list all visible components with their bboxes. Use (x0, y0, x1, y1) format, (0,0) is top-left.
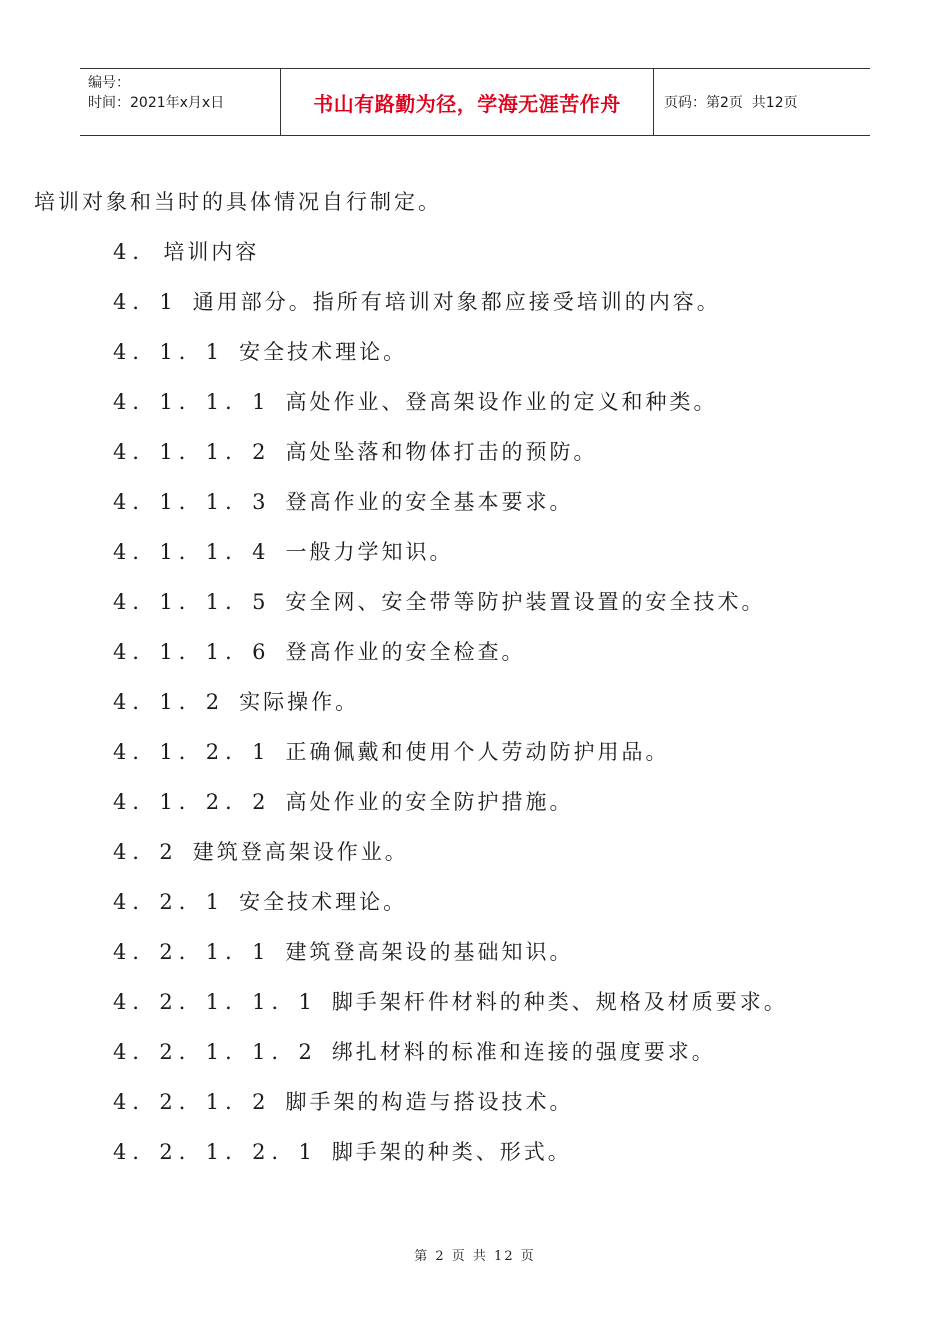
header-page-info-cell (654, 69, 870, 135)
outline-item-text: 高处作业、登高架设作业的定义和种类。 (285, 390, 718, 414)
outline-item-text: 安全网、安全带等防护装置设置的安全技术。 (285, 590, 766, 614)
outline-item-text: 通用部分。指所有培训对象都应接受培训的内容。 (192, 290, 721, 314)
outline-item-text: 高处作业的安全防护措施。 (285, 790, 574, 814)
outline-item-number: 4．2．1．1．2 (113, 1040, 318, 1064)
outline-item-number: 4．1．2 (113, 690, 226, 714)
outline-item-text: 脚手架的种类、形式。 (331, 1140, 572, 1164)
outline-item-text: 实际操作。 (239, 690, 360, 714)
lead-paragraph: 培训对象和当时的具体情况自行制定。 (34, 190, 442, 214)
outline-item-text: 正确佩戴和使用个人劳动防护用品。 (285, 740, 670, 764)
outline-item (113, 636, 788, 686)
outline-item-number: 4．2 (113, 840, 179, 864)
outline-list (113, 236, 788, 1186)
outline-item-text: 高处坠落和物体打击的预防。 (285, 440, 598, 464)
outline-item-number: 4．1 (113, 290, 179, 314)
outline-item-text: 建筑登高架设的基础知识。 (285, 940, 574, 964)
outline-item-text: 安全技术理论。 (239, 890, 408, 914)
outline-item-text: 登高作业的安全基本要求。 (285, 490, 574, 514)
outline-item-text: 安全技术理论。 (239, 340, 408, 364)
outline-item-number: 4．1．1．2 (113, 440, 272, 464)
outline-item (113, 286, 788, 336)
outline-item-number: 4． (113, 240, 160, 264)
outline-item-text: 脚手架的构造与搭设技术。 (285, 1090, 574, 1114)
outline-item (113, 986, 788, 1036)
date-label: 时间：2021年x月x日 (88, 95, 225, 111)
outline-item-number: 4．2．1．2．1 (113, 1140, 318, 1164)
outline-item (113, 236, 788, 286)
header-meta-cell (80, 69, 281, 135)
outline-item-number: 4．1．1．4 (113, 540, 272, 564)
outline-item (113, 786, 788, 836)
outline-item-number: 4．1．2．1 (113, 740, 272, 764)
page-footer: 第 2 页 共 12 页 (414, 1249, 536, 1264)
outline-item-number: 4．1．1．3 (113, 490, 272, 514)
outline-item (113, 486, 788, 536)
serial-label: 编号： (88, 75, 130, 91)
outline-item (113, 1086, 788, 1136)
outline-item-number: 4．2．1 (113, 890, 226, 914)
outline-item (113, 886, 788, 936)
outline-item (113, 686, 788, 736)
outline-item-number: 4．1．1．5 (113, 590, 272, 614)
document-header (80, 68, 870, 136)
outline-item (113, 836, 788, 886)
outline-item-text: 绑扎材料的标准和连接的强度要求。 (331, 1040, 716, 1064)
outline-item (113, 336, 788, 386)
outline-item-number: 4．1．1．1 (113, 390, 272, 414)
outline-item-number: 4．2．1．1．1 (113, 990, 318, 1014)
outline-item-text: 登高作业的安全检查。 (285, 640, 526, 664)
page-info: 页码：第2页 共12页 (664, 95, 798, 111)
outline-item (113, 436, 788, 486)
outline-item (113, 736, 788, 786)
outline-item (113, 1136, 788, 1186)
outline-item-text: 一般力学知识。 (285, 540, 454, 564)
header-motto: 书山有路勤为径，学海无涯苦作舟 (281, 69, 654, 135)
outline-item-number: 4．2．1．2 (113, 1090, 272, 1114)
outline-item-number: 4．1．1 (113, 340, 226, 364)
outline-item-number: 4．1．2．2 (113, 790, 272, 814)
outline-item (113, 936, 788, 986)
outline-item (113, 386, 788, 436)
outline-item-number: 4．1．1．6 (113, 640, 272, 664)
outline-item-text: 建筑登高架设作业。 (192, 840, 409, 864)
outline-item (113, 1036, 788, 1086)
outline-item (113, 536, 788, 586)
outline-item-number: 4．2．1．1 (113, 940, 272, 964)
outline-item (113, 586, 788, 636)
outline-item-text: 培训内容 (163, 240, 260, 264)
outline-item-text: 脚手架杆件材料的种类、规格及材质要求。 (331, 990, 788, 1014)
